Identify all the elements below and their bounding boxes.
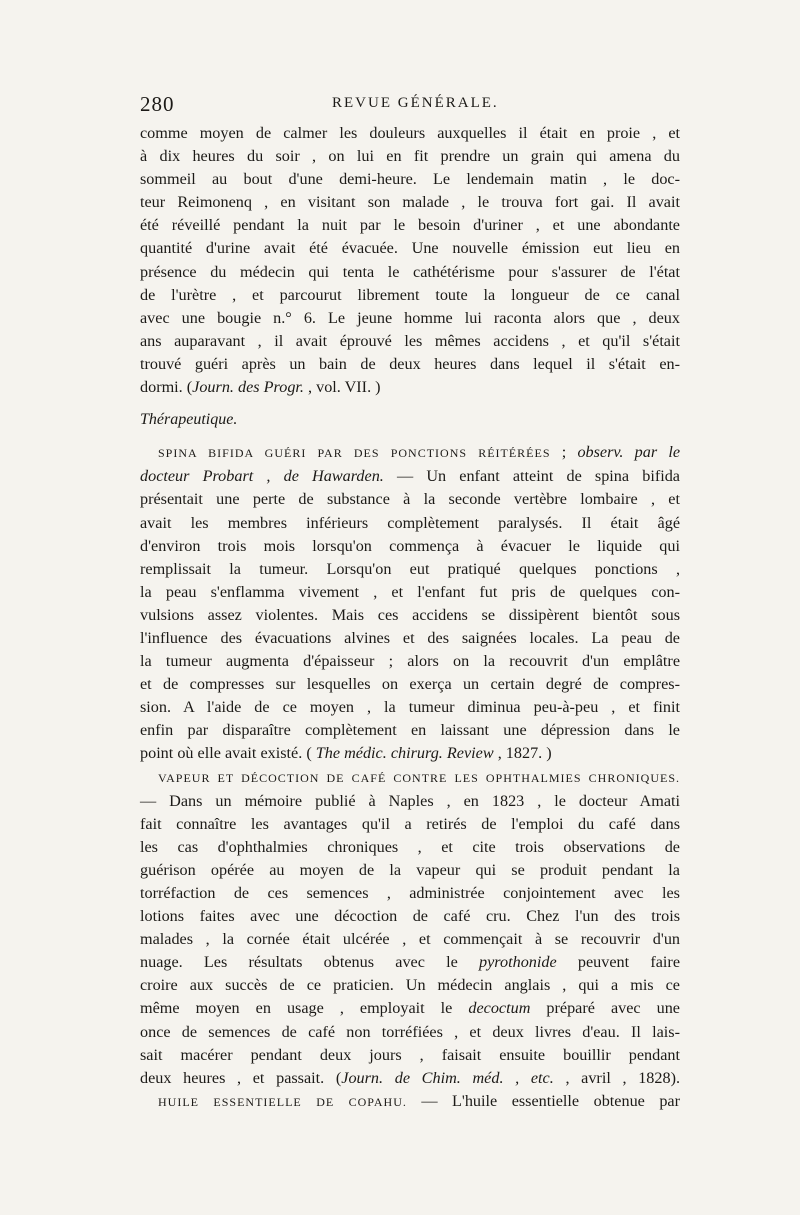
text-line: sommeil au bout d'une demi-heure. Le lendemain matin , le doc- bbox=[140, 170, 680, 189]
citation: Journ. des Progr. bbox=[192, 378, 304, 397]
text-fragment: point où elle avait existé. ( bbox=[140, 744, 316, 763]
text-line: malades , la cornée était ulcérée , et commençait à se recouvrir d'un bbox=[140, 930, 680, 949]
article-cafe-ophthalmies bbox=[140, 766, 680, 1090]
text-line: guérison opérée au moyen de la vapeur qui se produit pendant la bbox=[140, 860, 680, 879]
text-line: croire aux succès de ce praticien. Un médecin anglais , qui a mis ce bbox=[140, 976, 680, 995]
text-line: enfin par disparaître complètement en laissant une dépression dans le bbox=[140, 721, 680, 740]
text-fragment: peuvent faire bbox=[556, 953, 681, 972]
text-line: ans auparavant , il avait éprouvé les mêmes accidens , et qu'il s'était bbox=[140, 331, 680, 350]
text-line: la peau s'enflamma vivement , et l'enfant fut pris de quelques con- bbox=[140, 582, 680, 601]
text-line: lotions faites avec une décoction de café cru. Chez l'un des trois bbox=[140, 907, 680, 926]
text-line bbox=[140, 1090, 680, 1114]
article-title: SPINA BIFIDA GUÉRI PAR DES PONCTIONS RÉITÉRÉES bbox=[158, 446, 551, 461]
text-line bbox=[140, 1067, 680, 1090]
text-fragment: — Un enfant atteint de spina bifida bbox=[383, 467, 680, 486]
text-fragment: dormi. ( bbox=[140, 378, 193, 397]
article-huile-copahu bbox=[140, 1090, 680, 1114]
running-title: REVUE GÉNÉRALE. bbox=[332, 95, 499, 111]
text-line: sait macérer pendant deux jours , faisait ensuite bouillir pendant bbox=[140, 1045, 680, 1064]
text-line: fait connaître les avantages qu'il a retirés de l'emploi du café dans bbox=[140, 814, 680, 833]
text-fragment: , 1827. ) bbox=[493, 744, 552, 763]
text-line bbox=[140, 997, 680, 1020]
text-line: été réveillé pendant la nuit par le besoin d'uriner , et une abondante bbox=[140, 216, 680, 235]
text-line bbox=[140, 766, 680, 790]
text-line: les cas d'ophthalmies chroniques , et cite trois observations de bbox=[140, 837, 680, 856]
text-fragment: ; bbox=[550, 443, 578, 462]
body-text bbox=[140, 122, 680, 1114]
text-line: et de compresses sur lesquelles on exerça un certain degré de compres- bbox=[140, 675, 680, 694]
running-head bbox=[140, 92, 680, 122]
citation: The médic. chirurg. Review bbox=[315, 744, 494, 763]
text-line: l'influence des évacuations alvines et des saignées locales. La peau de bbox=[140, 628, 680, 647]
text-fragment: — L'huile essentielle obtenue par bbox=[406, 1091, 680, 1110]
paragraph-opening bbox=[140, 122, 680, 399]
text-line: — Dans un mémoire publié à Naples , en 1823 , le docteur Amati bbox=[140, 791, 680, 810]
text-fragment: même moyen en usage , employait le bbox=[140, 999, 469, 1018]
text-line: teur Reimonenq , en visitant son malade , le trouva fort gai. Il avait bbox=[140, 193, 680, 212]
text-line: avait les membres inférieurs complètement paralysés. Il était âgé bbox=[140, 513, 680, 532]
article-title: HUILE ESSENTIELLE DE COPAHU. bbox=[158, 1094, 407, 1109]
text-line: torréfaction de ces semences , administrée conjointement avec les bbox=[140, 884, 680, 902]
article-spina-bifida bbox=[140, 441, 680, 765]
section-heading: Thérapeutique. bbox=[140, 411, 238, 429]
text-line: avec une bougie n.° 6. Le jeune homme lui raconta alors que , deux bbox=[140, 308, 680, 327]
term: pyrothonide bbox=[479, 953, 557, 972]
text-line bbox=[140, 465, 680, 488]
article-source: docteur Probart , de Hawarden. bbox=[140, 467, 384, 486]
text-line: d'environ trois mois lorsqu'on commença à évacuer le liquide qui bbox=[140, 536, 680, 555]
term: decoctum bbox=[468, 999, 531, 1018]
text-line: vulsions assez violentes. Mais ces accidens se dissipèrent bientôt sous bbox=[140, 605, 680, 624]
article-source: observ. par le bbox=[577, 443, 681, 462]
text-fragment: nuage. Les résultats obtenus avec le bbox=[140, 953, 480, 972]
text-line: once de semences de café non torréfiées , et deux livres d'eau. Il lais- bbox=[140, 1022, 680, 1041]
book-page bbox=[140, 92, 680, 1114]
text-line: de l'urètre , et parcourut librement toute la longueur de ce canal bbox=[140, 285, 680, 304]
article-title: VAPEUR ET DÉCOCTION DE CAFÉ CONTRE LES OPHTHALMIES CHRONIQUES. bbox=[158, 770, 680, 785]
text-line: trouvé guéri après un bain de deux heures dans lequel il s'était en- bbox=[140, 354, 680, 373]
text-line: remplissait la tumeur. Lorsqu'on eut pratiqué quelques ponctions , bbox=[140, 559, 680, 578]
text-line: sion. A l'aide de ce moyen , la tumeur diminua peu-à-peu , et finit bbox=[140, 698, 680, 717]
text-fragment: , avril , 1828). bbox=[553, 1068, 681, 1087]
text-line: quantité d'urine avait été évacuée. Une nouvelle émission eut lieu en bbox=[140, 239, 680, 258]
page-number: 280 bbox=[140, 92, 175, 116]
text-line: présentait une perte de substance à la seconde vertèbre lombaire , et bbox=[140, 490, 680, 509]
text-fragment: , vol. VII. ) bbox=[303, 378, 381, 397]
text-line: présence du médecin qui tenta le cathétérisme pour s'assurer de l'état bbox=[140, 262, 680, 281]
text-line: la tumeur augmenta d'épaisseur ; alors on la recouvrit d'un emplâtre bbox=[140, 652, 680, 671]
text-line bbox=[140, 742, 680, 765]
text-line bbox=[140, 441, 680, 465]
text-fragment: deux heures , et passait. ( bbox=[140, 1068, 342, 1087]
text-line bbox=[140, 951, 680, 974]
text-line bbox=[140, 376, 680, 399]
citation: Journ. de Chim. méd. , etc. bbox=[341, 1068, 554, 1087]
text-line: comme moyen de calmer les douleurs auxquelles il était en proie , et bbox=[140, 124, 680, 142]
text-line: à dix heures du soir , on lui en fit prendre un grain qui amena du bbox=[140, 147, 680, 166]
text-fragment: préparé avec une bbox=[530, 999, 680, 1018]
